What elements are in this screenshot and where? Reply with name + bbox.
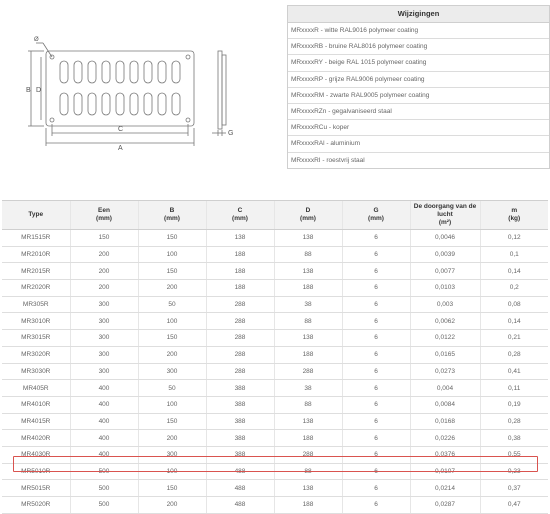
col-g: G (mm) — [342, 201, 410, 230]
cell-m: 0,11 — [480, 380, 548, 397]
cell-doorgang: 0,0084 — [410, 396, 480, 413]
cell-doorgang: 0,0214 — [410, 480, 480, 497]
cell-c: 388 — [206, 446, 274, 463]
cell-m: 0,2 — [480, 280, 548, 297]
table-row — [2, 463, 548, 480]
cell-een: 500 — [70, 497, 138, 514]
mounting-hole — [50, 118, 54, 122]
cell-c: 288 — [206, 296, 274, 313]
cell-g: 6 — [342, 230, 410, 247]
cell-een: 300 — [70, 346, 138, 363]
cell-d: 188 — [274, 280, 342, 297]
cell-g: 6 — [342, 497, 410, 514]
table-row — [2, 313, 548, 330]
cell-b: 150 — [138, 230, 206, 247]
cell-een: 400 — [70, 413, 138, 430]
vent-side-profile — [222, 55, 226, 125]
cell-d: 138 — [274, 413, 342, 430]
cell-een: 400 — [70, 380, 138, 397]
cell-d: 88 — [274, 463, 342, 480]
cell-c: 388 — [206, 430, 274, 447]
cell-doorgang: 0,0062 — [410, 313, 480, 330]
cell-m: 0,55 — [480, 446, 548, 463]
variant-row: MRxxxxRZn - gegalvaniseerd staal — [288, 104, 549, 120]
label-hole: Ø — [34, 37, 39, 43]
cell-type: MR3020R — [2, 346, 70, 363]
cell-m: 0,1 — [480, 246, 548, 263]
label-g: G — [228, 130, 234, 137]
cell-type: MR4030R — [2, 446, 70, 463]
cell-g: 6 — [342, 263, 410, 280]
cell-b: 50 — [138, 380, 206, 397]
cell-d: 188 — [274, 346, 342, 363]
cell-doorgang: 0,0168 — [410, 413, 480, 430]
cell-een: 500 — [70, 463, 138, 480]
cell-b: 200 — [138, 430, 206, 447]
cell-doorgang: 0,0103 — [410, 280, 480, 297]
cell-b: 150 — [138, 330, 206, 347]
table-row — [2, 430, 548, 447]
cell-d: 38 — [274, 296, 342, 313]
cell-d: 138 — [274, 330, 342, 347]
cell-m: 0,21 — [480, 330, 548, 347]
cell-een: 500 — [70, 480, 138, 497]
cell-d: 138 — [274, 230, 342, 247]
cell-een: 300 — [70, 296, 138, 313]
cell-c: 488 — [206, 497, 274, 514]
cell-doorgang: 0,0046 — [410, 230, 480, 247]
variant-row: MRxxxxRY - beige RAL 1015 polymeer coating — [288, 55, 549, 71]
cell-doorgang: 0,0226 — [410, 430, 480, 447]
cell-een: 200 — [70, 263, 138, 280]
label-a: A — [118, 145, 123, 152]
cell-b: 200 — [138, 497, 206, 514]
variant-row: MRxxxxRM - zwarte RAL9005 polymeer coating — [288, 88, 549, 104]
variant-row: MRxxxxRB - bruine RAL8016 polymeer coating — [288, 39, 549, 55]
cell-doorgang: 0,0122 — [410, 330, 480, 347]
cell-c: 188 — [206, 246, 274, 263]
cell-type: MR4020R — [2, 430, 70, 447]
cell-een: 200 — [70, 280, 138, 297]
cell-b: 100 — [138, 463, 206, 480]
cell-c: 488 — [206, 480, 274, 497]
vent-slots-bottom — [60, 93, 180, 115]
variant-row: MRxxxxRAl - aluminium — [288, 136, 549, 152]
cell-type: MR305R — [2, 296, 70, 313]
cell-d: 88 — [274, 313, 342, 330]
cell-m: 0,28 — [480, 413, 548, 430]
cell-m: 0,28 — [480, 346, 548, 363]
table-row — [2, 497, 548, 514]
cell-c: 288 — [206, 313, 274, 330]
cell-m: 0,41 — [480, 363, 548, 380]
label-c: C — [118, 126, 124, 133]
cell-g: 6 — [342, 396, 410, 413]
cell-m: 0,37 — [480, 480, 548, 497]
cell-een: 400 — [70, 446, 138, 463]
cell-doorgang: 0,0039 — [410, 246, 480, 263]
cell-d: 188 — [274, 497, 342, 514]
col-c: C (mm) — [206, 201, 274, 230]
label-d: D — [36, 87, 42, 94]
cell-m: 0,38 — [480, 430, 548, 447]
cell-type: MR4015R — [2, 413, 70, 430]
col-d: D (mm) — [274, 201, 342, 230]
cell-doorgang: 0,0165 — [410, 346, 480, 363]
cell-een: 400 — [70, 430, 138, 447]
cell-d: 288 — [274, 363, 342, 380]
cell-m: 0,23 — [480, 463, 548, 480]
cell-g: 6 — [342, 430, 410, 447]
cell-m: 0,47 — [480, 497, 548, 514]
cell-een: 150 — [70, 230, 138, 247]
cell-g: 6 — [342, 380, 410, 397]
cell-b: 200 — [138, 346, 206, 363]
variant-row: MRxxxxRI - roestvrij staal — [291, 156, 365, 164]
table-row — [2, 230, 548, 247]
cell-g: 6 — [342, 446, 410, 463]
cell-doorgang: 0,0376 — [410, 446, 480, 463]
wijzigingen-title: Wijzigingen — [288, 6, 549, 23]
cell-type: MR2020R — [2, 280, 70, 297]
cell-c: 288 — [206, 330, 274, 347]
cell-c: 488 — [206, 463, 274, 480]
cell-d: 288 — [274, 446, 342, 463]
cell-c: 188 — [206, 280, 274, 297]
cell-g: 6 — [342, 280, 410, 297]
mounting-hole — [186, 118, 190, 122]
cell-type: MR5015R — [2, 480, 70, 497]
cell-c: 188 — [206, 263, 274, 280]
cell-type: MR4010R — [2, 396, 70, 413]
table-row — [2, 396, 548, 413]
table-row — [2, 263, 548, 280]
cell-type: MR2015R — [2, 263, 70, 280]
cell-b: 300 — [138, 363, 206, 380]
wijzigingen-panel — [287, 5, 550, 169]
cell-d: 138 — [274, 480, 342, 497]
cell-b: 150 — [138, 480, 206, 497]
cell-g: 6 — [342, 246, 410, 263]
cell-c: 138 — [206, 230, 274, 247]
cell-doorgang: 0,0077 — [410, 263, 480, 280]
table-row — [2, 296, 548, 313]
cell-g: 6 — [342, 346, 410, 363]
cell-g: 6 — [342, 480, 410, 497]
cell-g: 6 — [342, 363, 410, 380]
cell-type: MR5010R — [2, 463, 70, 480]
cell-d: 38 — [274, 380, 342, 397]
table-row — [2, 413, 548, 430]
cell-g: 6 — [342, 413, 410, 430]
cell-b: 100 — [138, 246, 206, 263]
label-b: B — [26, 87, 31, 94]
cell-d: 88 — [274, 246, 342, 263]
table-row — [2, 346, 548, 363]
cell-m: 0,14 — [480, 313, 548, 330]
table-row — [2, 330, 548, 347]
spec-table — [2, 200, 548, 514]
cell-d: 88 — [274, 396, 342, 413]
cell-b: 200 — [138, 280, 206, 297]
cell-b: 100 — [138, 313, 206, 330]
cell-type: MR1515R — [2, 230, 70, 247]
cell-een: 300 — [70, 313, 138, 330]
cell-doorgang: 0,004 — [410, 380, 480, 397]
variant-row: MRxxxxRCu - koper — [288, 120, 549, 136]
table-header-row — [2, 201, 548, 230]
cell-c: 288 — [206, 346, 274, 363]
cell-m: 0,14 — [480, 263, 548, 280]
cell-type: MR3010R — [2, 313, 70, 330]
cell-m: 0,12 — [480, 230, 548, 247]
cell-d: 188 — [274, 430, 342, 447]
cell-een: 200 — [70, 246, 138, 263]
cell-doorgang: 0,003 — [410, 296, 480, 313]
cell-g: 6 — [342, 296, 410, 313]
cell-c: 288 — [206, 363, 274, 380]
variant-row: MRxxxxRP - grijze RAL9006 polymeer coating — [288, 72, 549, 88]
cell-een: 400 — [70, 396, 138, 413]
col-m: m (kg) — [480, 201, 548, 230]
cell-c: 388 — [206, 413, 274, 430]
cell-type: MR2010R — [2, 246, 70, 263]
cell-type: MR405R — [2, 380, 70, 397]
cell-c: 388 — [206, 380, 274, 397]
cell-doorgang: 0,0287 — [410, 497, 480, 514]
cell-doorgang: 0,0107 — [410, 463, 480, 480]
col-een: Een (mm) — [70, 201, 138, 230]
table-row — [2, 246, 548, 263]
cell-g: 6 — [342, 463, 410, 480]
cell-b: 100 — [138, 396, 206, 413]
cell-een: 300 — [70, 330, 138, 347]
col-type: Type — [2, 201, 70, 230]
cell-type: MR3015R — [2, 330, 70, 347]
col-doorgang: De doorgang van de lucht (m²) — [410, 201, 480, 230]
cell-m: 0,19 — [480, 396, 548, 413]
table-row — [2, 446, 548, 463]
mounting-hole — [186, 55, 190, 59]
variant-row: MRxxxxR - witte RAL9016 polymeer coating — [288, 23, 549, 39]
cell-g: 6 — [342, 313, 410, 330]
cell-c: 388 — [206, 396, 274, 413]
cell-b: 150 — [138, 263, 206, 280]
col-b: B (mm) — [138, 201, 206, 230]
cell-b: 150 — [138, 413, 206, 430]
cell-doorgang: 0,0273 — [410, 363, 480, 380]
cell-b: 300 — [138, 446, 206, 463]
cell-g: 6 — [342, 330, 410, 347]
cell-m: 0,08 — [480, 296, 548, 313]
cell-type: MR3030R — [2, 363, 70, 380]
cell-b: 50 — [138, 296, 206, 313]
table-row — [2, 363, 548, 380]
cell-d: 138 — [274, 263, 342, 280]
cell-een: 300 — [70, 363, 138, 380]
table-row — [2, 280, 548, 297]
table-row — [2, 480, 548, 497]
vent-slots-top — [60, 61, 180, 83]
table-row — [2, 380, 548, 397]
vent-technical-drawing — [0, 0, 285, 190]
cell-type: MR5020R — [2, 497, 70, 514]
